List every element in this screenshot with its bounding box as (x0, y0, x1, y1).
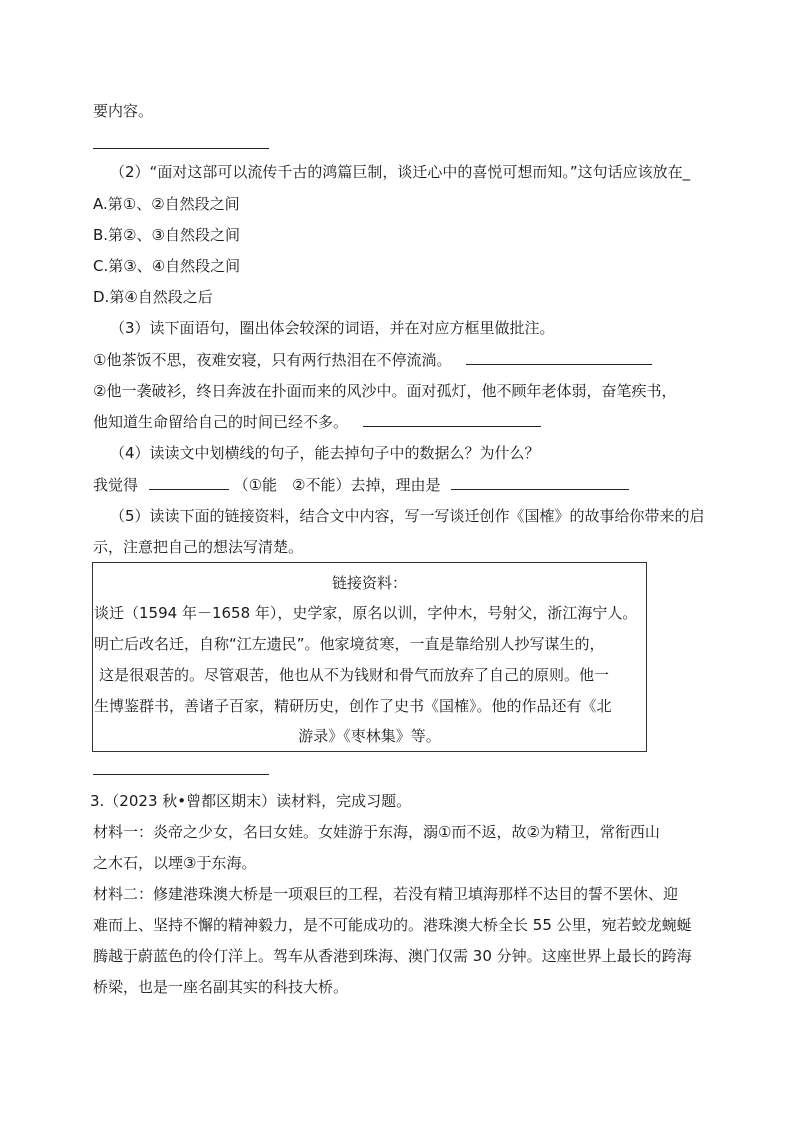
material-1-line-1: 材料一：炎帝之少女，名曰女娃。女娃游于东海，溺①而不返，故②为精卫，常衔西山 (93, 823, 660, 841)
answer-line (93, 774, 269, 775)
answer-line (93, 148, 269, 149)
q2-option-b: B.第②、③自然段之间 (93, 226, 240, 244)
q4-answer-prefix: 我觉得 (93, 476, 139, 494)
q3-sentence-2-text: 他知道生命留给自己的时间已经不多。 (93, 413, 349, 431)
question-3-header: 3.（2023 秋•曾都区期末）读材料，完成习题。 (90, 792, 412, 810)
material-2-line-2: 难而上、坚持不懈的精神毅力，是不可能成功的。港珠澳大桥全长 55 公里，宛若蛟龙蜿蜒 (93, 916, 692, 934)
q4-answer-middle: （①能 ②不能）去掉，理由是 (233, 476, 441, 494)
link-box-line: 谈迁（1594 年－1658 年），史学家，原名以训，字仲木，号射父，浙江海宁人。 (94, 604, 638, 622)
link-box-line: 这是很艰苦的。尽管艰苦，他也从不为钱财和骨气而放弃了自己的原则。他一 (99, 666, 610, 684)
q2-option-c: C.第③、④自然段之间 (93, 257, 241, 275)
link-box-line: 游录》《枣林集》等。 (298, 727, 441, 745)
answer-blank[interactable] (466, 350, 652, 365)
q3-sentence-2-line-1: ②他一袭破衫，终日奔波在扑面而来的风沙中。面对孤灯，他不顾年老体弱，奋笔疾书， (93, 382, 677, 400)
answer-blank[interactable] (451, 475, 629, 490)
answer-blank[interactable] (149, 475, 229, 490)
material-2-line-4: 桥梁，也是一座名副其实的科技大桥。 (93, 978, 349, 996)
link-box-line: 生博鉴群书，善诸子百家，精研历史，创作了史书《国榷》。他的作品还有《北 (94, 697, 612, 715)
link-material-box (92, 562, 647, 752)
q2-option-a: A.第①、②自然段之间 (93, 195, 240, 213)
material-2-line-1: 材料二：修建港珠澳大桥是一项艰巨的工程，若没有精卫填海那样不达目的誓不罢休、迎 (93, 885, 679, 903)
link-box-title: 链接资料： (331, 574, 407, 592)
intro-tail-text: 要内容。 (93, 102, 154, 120)
q3-sentence-1-text: ①他茶饭不思，夜难安寝，只有两行热泪在不停流淌。 (93, 351, 452, 369)
answer-blank[interactable] (363, 412, 541, 427)
q3-sentence-2-line-2 (93, 412, 541, 432)
q4-answer-line (93, 475, 629, 495)
link-box-line: 明亡后改名迁，自称“江左遗民”。他家境贫寒，一直是靠给别人抄写谋生的， (94, 635, 605, 653)
material-1-line-2: 之木石，以堙③于东海。 (93, 854, 257, 872)
q2-stem: （2）“面对这部可以流传千古的鸿篇巨制，谈迁心中的喜悦可想而知。”这句话应该放在_ (110, 163, 691, 181)
q5-stem-line-2: 示，注意把自己的想法写清楚。 (93, 538, 304, 556)
q4-stem: （4）读读文中划横线的句子，能去掉句子中的数据么？为什么？ (110, 444, 540, 462)
q5-stem-line-1: （5）读读下面的链接资料，结合文中内容，写一写谈迁创作《国榷》的故事给你带来的启 (110, 507, 705, 525)
material-2-line-3: 腾越于蔚蓝色的伶仃洋上。驾车从香港到珠海、澳门仅需 30 分钟。这座世界上最长的跨海 (93, 947, 692, 965)
q3-sentence-1 (93, 350, 652, 370)
q2-option-d: D.第④自然段之后 (93, 288, 213, 306)
q3-stem: （3）读下面语句，圈出体会较深的词语，并在对应方框里做批注。 (110, 319, 555, 337)
